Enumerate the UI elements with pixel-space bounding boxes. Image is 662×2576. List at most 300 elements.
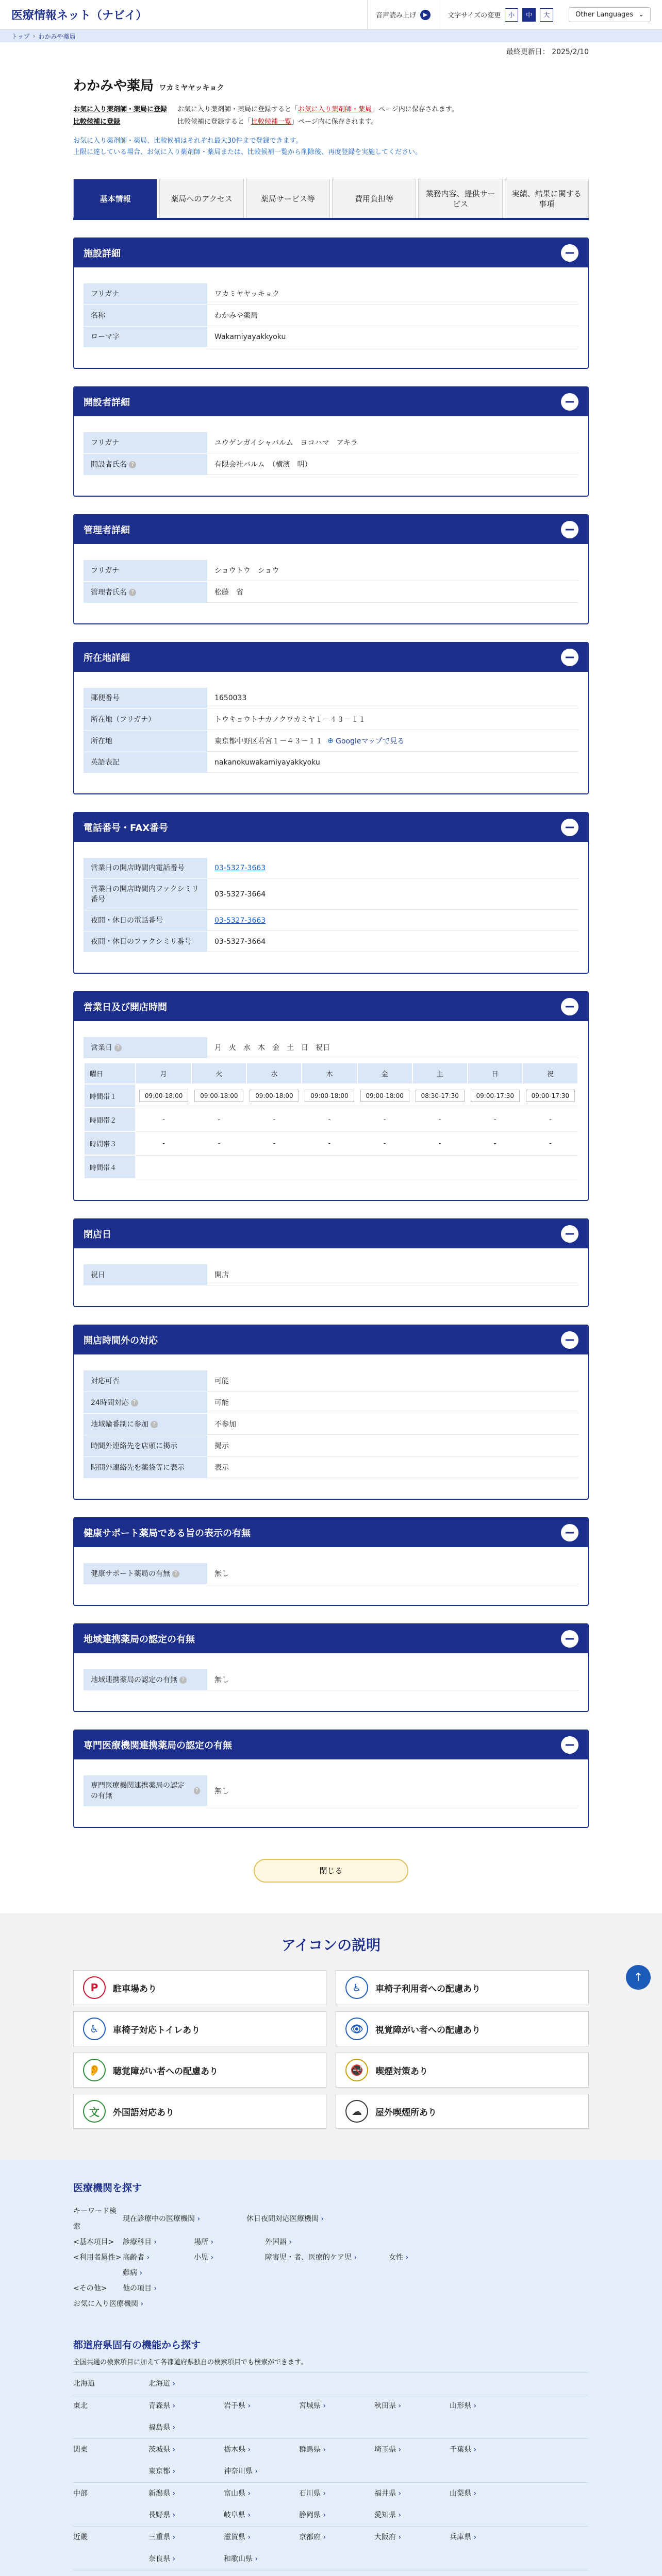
favorite-note-pre: お気に入り薬剤師・薬局に登録すると「 bbox=[177, 106, 299, 113]
prefecture-link[interactable]: 和歌山県 › bbox=[224, 2548, 299, 2570]
prefecture-link[interactable]: 福井県 › bbox=[374, 2483, 450, 2504]
read-aloud-label: 音声読み上げ bbox=[376, 12, 417, 20]
hours-cell bbox=[136, 1131, 191, 1155]
collapse-icon[interactable]: − bbox=[561, 649, 578, 666]
table-row bbox=[84, 326, 578, 347]
pharmacy-kana: ワカミヤヤッキョク bbox=[159, 84, 224, 92]
prefecture-link[interactable]: 山梨県 › bbox=[450, 2483, 525, 2504]
row-label-text: 24時間対応 bbox=[91, 1398, 129, 1407]
hours-value: - bbox=[549, 1139, 552, 1147]
legend-label: 喫煙対策あり bbox=[375, 2066, 428, 2077]
prefecture-link[interactable]: 静岡県 › bbox=[299, 2504, 374, 2526]
hours-cell bbox=[523, 1084, 578, 1108]
row-label: 名称 bbox=[84, 305, 207, 326]
day-col: 水 bbox=[246, 1063, 302, 1084]
address-text: 東京都中野区若宮１－４３－１１ bbox=[214, 737, 323, 745]
prefecture-link[interactable] bbox=[224, 2570, 299, 2576]
search-link[interactable]: 現在診療中の医療機関 › bbox=[123, 2211, 246, 2227]
prefecture-link[interactable]: 群馬県 › bbox=[299, 2439, 374, 2461]
hours-cell bbox=[191, 1084, 246, 1108]
panel-header bbox=[74, 239, 588, 267]
hours-cell bbox=[246, 1131, 302, 1155]
hours-cell bbox=[357, 1155, 412, 1179]
table-row bbox=[84, 560, 578, 581]
prefecture-links bbox=[148, 2395, 589, 2438]
panel-header bbox=[74, 1326, 588, 1354]
row-label: 祝日 bbox=[84, 1264, 207, 1285]
hours-cell bbox=[302, 1155, 357, 1179]
prefecture-link[interactable]: 埼玉県 › bbox=[374, 2439, 450, 2461]
hours-panel bbox=[73, 991, 589, 1201]
prefecture-link[interactable] bbox=[374, 2570, 450, 2576]
prefecture-link[interactable]: 京都府 › bbox=[299, 2527, 374, 2548]
region-row bbox=[73, 2438, 589, 2482]
google-map-link[interactable]: Googleマップで見る bbox=[336, 737, 405, 745]
compare-note-post: 」ページ内に保存されます。 bbox=[291, 118, 378, 126]
region-row bbox=[73, 2570, 589, 2576]
row-value: わかみや薬局 bbox=[207, 305, 578, 326]
collapse-icon[interactable]: − bbox=[561, 1225, 578, 1243]
read-aloud-button[interactable] bbox=[367, 0, 439, 30]
prefecture-link[interactable]: 神奈川県 › bbox=[224, 2461, 299, 2482]
health-support-panel bbox=[73, 1517, 589, 1606]
legend-icon: ☁ bbox=[345, 2100, 368, 2123]
row-value: ワカミヤヤッキョク bbox=[207, 283, 578, 304]
panel-header bbox=[74, 1731, 588, 1759]
search-row-label: キーワード検索 bbox=[73, 2207, 117, 2231]
search-link[interactable]: 障害児・者、医療的ケア児 › bbox=[265, 2250, 389, 2265]
table-row bbox=[84, 1456, 578, 1478]
hours-value: - bbox=[273, 1139, 276, 1147]
search-link[interactable]: 外国語 › bbox=[265, 2234, 336, 2250]
panel-body bbox=[74, 1759, 588, 1827]
hours-value: 09:00-18:00 bbox=[139, 1090, 188, 1102]
search-row-label: <利用者属性> bbox=[73, 2253, 122, 2262]
row-value: ユウゲンガイシャバルム ヨコハマ アキラ bbox=[207, 432, 578, 453]
phone-link[interactable]: 03-5327-3663 bbox=[214, 863, 266, 872]
panel-title: 電話番号・FAX番号 bbox=[84, 823, 169, 834]
hours-value: - bbox=[218, 1139, 221, 1147]
icon-legend-item bbox=[336, 2094, 589, 2129]
panel-body bbox=[74, 1021, 588, 1200]
row-value bbox=[207, 858, 578, 878]
legend-icon: 👁 bbox=[345, 2018, 368, 2040]
panel-body bbox=[74, 267, 588, 368]
hours-cell bbox=[246, 1108, 302, 1131]
legend-label: 視覚障がい者への配慮あり bbox=[375, 2025, 481, 2036]
hours-cell bbox=[136, 1155, 191, 1179]
panel-title: 営業日及び開店時間 bbox=[84, 1002, 167, 1013]
favorite-note-post: 」ページ内に保存されます。 bbox=[372, 106, 458, 113]
phone-panel bbox=[73, 812, 589, 974]
hours-cell bbox=[246, 1084, 302, 1108]
row-label bbox=[84, 454, 207, 475]
after-hours-panel bbox=[73, 1325, 589, 1500]
search-link[interactable]: 高齢者 › bbox=[123, 2250, 194, 2265]
panel-body bbox=[74, 1248, 588, 1306]
region-label: 近畿 bbox=[73, 2533, 88, 2541]
panel-title: 健康サポート薬局である旨の表示の有無 bbox=[84, 1528, 251, 1539]
medical-search-links bbox=[73, 2204, 589, 2296]
prefecture-links bbox=[148, 2570, 589, 2576]
hours-value: 09:00-18:00 bbox=[360, 1090, 409, 1102]
hours-cell bbox=[412, 1155, 468, 1179]
search-row bbox=[73, 2281, 589, 2296]
region-label: 中部 bbox=[73, 2489, 88, 2498]
search-row bbox=[73, 2204, 589, 2234]
hours-body bbox=[84, 1084, 578, 1179]
prefecture-link[interactable]: 大阪府 › bbox=[374, 2527, 450, 2548]
prefecture-link[interactable] bbox=[450, 2570, 525, 2576]
hours-row bbox=[84, 1155, 578, 1179]
favorite-page-link[interactable]: お気に入り薬剤師・薬局 bbox=[298, 106, 372, 113]
icon-legend-item bbox=[336, 1970, 589, 2005]
favorite-medical-link[interactable]: お気に入り医療機関 › bbox=[73, 2296, 197, 2312]
row-value: ショウトウ ショウ bbox=[207, 560, 578, 581]
region-label: 東北 bbox=[73, 2402, 88, 2410]
prefecture-link[interactable]: 岐阜県 › bbox=[224, 2504, 299, 2526]
table-row bbox=[84, 708, 578, 730]
hours-cell bbox=[412, 1084, 468, 1108]
prefecture-links bbox=[148, 2483, 589, 2526]
phone-link[interactable]: 03-5327-3663 bbox=[214, 916, 266, 925]
help-icon[interactable]: ? bbox=[151, 1421, 158, 1428]
icon-legend-section bbox=[0, 1913, 662, 2160]
tab-services[interactable]: 薬局サービス等 bbox=[246, 179, 330, 218]
prefecture-links bbox=[148, 2527, 589, 2570]
hours-value: 09:00-18:00 bbox=[250, 1090, 299, 1102]
panel-body bbox=[74, 544, 588, 623]
panel-title: 専門医療機関連携薬局の認定の有無 bbox=[84, 1740, 232, 1751]
table-row bbox=[84, 304, 578, 326]
hours-cell bbox=[357, 1108, 412, 1131]
prefecture-link[interactable]: 北海道 › bbox=[148, 2373, 224, 2395]
compare-note bbox=[177, 116, 458, 128]
legend-label: 駐車場あり bbox=[113, 1984, 157, 1994]
hours-table bbox=[84, 1062, 578, 1179]
info-tabs bbox=[73, 179, 589, 220]
hours-cell bbox=[523, 1131, 578, 1155]
legend-icon: 👂 bbox=[83, 2059, 106, 2081]
help-icon[interactable]: ? bbox=[194, 1787, 200, 1794]
regional-panel bbox=[73, 1623, 589, 1712]
table-row bbox=[84, 730, 578, 752]
legend-label: 車椅子利用者への配慮あり bbox=[375, 1984, 481, 1994]
hours-cell bbox=[412, 1131, 468, 1155]
row-label bbox=[84, 582, 207, 603]
table-row bbox=[84, 581, 578, 603]
font-size-control bbox=[439, 0, 561, 30]
last-updated: 最終更新日： 2025/2/10 bbox=[506, 48, 589, 56]
row-label bbox=[84, 1563, 207, 1584]
prefecture-link[interactable] bbox=[299, 2570, 374, 2576]
region-row bbox=[73, 2372, 589, 2395]
prefecture-link[interactable]: 栃木県 › bbox=[224, 2439, 299, 2461]
legend-icon: P bbox=[83, 1976, 106, 1999]
collapse-icon[interactable]: − bbox=[561, 244, 578, 262]
prefecture-link[interactable]: 宮城県 › bbox=[299, 2395, 374, 2417]
search-link[interactable]: 休日夜間対応医療機関 › bbox=[246, 2211, 370, 2227]
notice-line-1: お気に入り薬剤師・薬局、比較候補はそれぞれ最大30件まで登録できます。 bbox=[73, 137, 303, 145]
panel-header bbox=[74, 813, 588, 842]
legend-label: 屋外喫煙所あり bbox=[375, 2107, 437, 2118]
language-select[interactable] bbox=[569, 7, 651, 22]
pref-search-title: 都道府県固有の機能から探す bbox=[73, 2340, 201, 2351]
collapse-icon[interactable]: − bbox=[561, 819, 578, 836]
day-col: 木 bbox=[302, 1063, 357, 1084]
prefecture-link[interactable]: 奈良県 › bbox=[148, 2548, 224, 2570]
row-label-text: 健康サポート薬局の有無 bbox=[91, 1569, 170, 1578]
panel-body bbox=[74, 1547, 588, 1605]
tab-operations[interactable]: 業務内容、提供サービス bbox=[418, 179, 502, 218]
hours-row bbox=[84, 1084, 578, 1108]
row-value: 可能 bbox=[207, 1392, 578, 1413]
panel-header bbox=[74, 1518, 588, 1547]
table-row bbox=[84, 1392, 578, 1413]
prefecture-link[interactable]: 千葉県 › bbox=[450, 2439, 525, 2461]
legend-icon: ♿ bbox=[83, 2018, 106, 2040]
hours-value: - bbox=[493, 1139, 496, 1147]
search-link[interactable]: 小児 › bbox=[194, 2250, 265, 2265]
hours-cell bbox=[468, 1108, 523, 1131]
panel-title: 開設者詳細 bbox=[84, 397, 130, 408]
tab-costs[interactable]: 費用負担等 bbox=[332, 179, 416, 218]
prefecture-link[interactable]: 兵庫県 › bbox=[450, 2527, 525, 2548]
prefecture-link[interactable] bbox=[148, 2570, 224, 2576]
search-link[interactable]: 診療科目 › bbox=[123, 2234, 194, 2250]
specialized-panel bbox=[73, 1730, 589, 1828]
hours-value: 08:30-17:30 bbox=[416, 1090, 465, 1102]
panel-body bbox=[74, 842, 588, 973]
hours-value: - bbox=[549, 1115, 552, 1124]
row-label: 英語表記 bbox=[84, 752, 207, 773]
hours-value: - bbox=[328, 1139, 331, 1147]
search-row bbox=[73, 2265, 589, 2281]
collapse-icon[interactable]: − bbox=[561, 998, 578, 1015]
help-icon[interactable]: ? bbox=[131, 1399, 138, 1406]
prefecture-link[interactable]: 山形県 › bbox=[450, 2395, 525, 2417]
panel-header bbox=[74, 1219, 588, 1248]
search-row-label: <基本項目> bbox=[73, 2238, 114, 2246]
row-label-text: 管理者氏名 bbox=[91, 588, 127, 597]
row-label: フリガナ bbox=[84, 560, 207, 581]
time-slot-label: 時間帯１ bbox=[84, 1084, 136, 1108]
top-header bbox=[0, 0, 662, 30]
table-row bbox=[84, 1037, 578, 1058]
help-icon[interactable]: ? bbox=[129, 461, 136, 468]
row-value: 無し bbox=[207, 1775, 578, 1806]
font-size-small-button[interactable]: 小 bbox=[505, 8, 518, 22]
tab-basic-info[interactable]: 基本情報 bbox=[73, 179, 157, 218]
collapse-icon[interactable]: − bbox=[561, 1524, 578, 1541]
address-panel bbox=[73, 642, 589, 794]
panel-title: 閉店日 bbox=[84, 1229, 111, 1240]
row-value: 無し bbox=[207, 1669, 578, 1690]
row-value: 有限会社バルム （横濱 明） bbox=[207, 454, 578, 475]
collapse-icon[interactable]: − bbox=[561, 393, 578, 411]
search-link[interactable]: 難病 › bbox=[123, 2265, 194, 2281]
region-label bbox=[73, 2570, 148, 2576]
table-row bbox=[84, 432, 578, 453]
table-row bbox=[84, 283, 578, 304]
hours-cell bbox=[468, 1084, 523, 1108]
row-label-text: 地域輪番制に参加 bbox=[91, 1420, 148, 1429]
row-label bbox=[84, 1392, 207, 1413]
compare-page-link[interactable]: 比較候補一覧 bbox=[251, 118, 292, 126]
panel-title: 施設詳細 bbox=[84, 248, 121, 259]
hours-cell bbox=[191, 1155, 246, 1179]
favorite-limit-notice bbox=[73, 135, 589, 158]
row-value: 開店 bbox=[207, 1264, 578, 1285]
hours-cell bbox=[302, 1108, 357, 1131]
search-section bbox=[0, 2160, 662, 2576]
breadcrumb-current: わかみや薬局 bbox=[38, 32, 76, 40]
legend-label: 聴覚障がい者への配慮あり bbox=[113, 2066, 218, 2077]
region-label: 北海道 bbox=[73, 2380, 95, 2388]
site-title[interactable]: 医療情報ネット（ナビイ） bbox=[11, 9, 147, 22]
table-row bbox=[84, 1264, 578, 1285]
panel-header bbox=[74, 387, 588, 416]
legend-label: 外国語対応あり bbox=[113, 2107, 174, 2118]
row-label-text: 開設者氏名 bbox=[91, 460, 127, 469]
hours-value: - bbox=[162, 1139, 165, 1147]
panel-header bbox=[74, 1624, 588, 1653]
prefecture-link[interactable]: 東京都 › bbox=[148, 2461, 224, 2482]
help-icon[interactable]: ? bbox=[172, 1570, 179, 1578]
table-row bbox=[84, 1435, 578, 1456]
row-label: ローマ字 bbox=[84, 327, 207, 347]
font-size-label: 文字サイズの変更 bbox=[448, 12, 501, 20]
map-pin-icon: ⊕ bbox=[327, 737, 334, 745]
legend-icon: 文 bbox=[83, 2100, 106, 2123]
prefecture-link[interactable]: 滋賀県 › bbox=[224, 2527, 299, 2548]
search-link[interactable]: 女性 › bbox=[389, 2250, 460, 2265]
panel-header bbox=[74, 515, 588, 544]
row-label: 夜間・休日の電話番号 bbox=[84, 910, 207, 931]
address-kana: トウキョウトナカノクワカミヤ１－４３－１１ bbox=[207, 709, 578, 730]
scroll-to-top-icon[interactable]: ↑ bbox=[626, 1965, 651, 1990]
close-button[interactable]: 閉じる bbox=[254, 1859, 408, 1883]
prefecture-link[interactable]: 石川県 › bbox=[299, 2483, 374, 2504]
pharmacy-name: わかみや薬局 bbox=[73, 78, 154, 94]
row-label: フリガナ bbox=[84, 432, 207, 453]
prefecture-link[interactable]: 新潟県 › bbox=[148, 2483, 224, 2504]
row-label bbox=[84, 1414, 207, 1435]
table-row bbox=[84, 910, 578, 931]
row-value: 松藤 省 bbox=[207, 582, 578, 603]
hours-value: - bbox=[383, 1115, 386, 1124]
collapse-icon[interactable]: − bbox=[561, 1630, 578, 1648]
row-label: 時間外連絡先を店頭に掲示 bbox=[84, 1435, 207, 1456]
address-value bbox=[207, 731, 578, 752]
table-row bbox=[84, 1669, 578, 1690]
tab-access[interactable]: 薬局へのアクセス bbox=[159, 179, 243, 218]
collapse-icon[interactable]: − bbox=[561, 1736, 578, 1754]
prefecture-link[interactable]: 長野県 › bbox=[148, 2504, 224, 2526]
help-icon[interactable]: ? bbox=[129, 589, 136, 596]
speaker-icon: ▶ bbox=[420, 10, 431, 20]
table-row bbox=[84, 752, 578, 773]
panel-body bbox=[74, 416, 588, 496]
day-col: 祝 bbox=[523, 1063, 578, 1084]
legend-label: 車椅子対応トイレあり bbox=[113, 2025, 201, 2036]
add-favorite-link[interactable]: お気に入り薬剤師・薬局に登録 bbox=[73, 106, 168, 113]
hours-value: - bbox=[328, 1115, 331, 1124]
panel-body bbox=[74, 1653, 588, 1711]
prefecture-link[interactable]: 茨城県 › bbox=[148, 2439, 224, 2461]
legend-icon: 🚭 bbox=[345, 2059, 368, 2081]
help-icon[interactable]: ? bbox=[114, 1044, 122, 1052]
font-size-large-button[interactable]: 大 bbox=[540, 8, 553, 22]
table-row bbox=[84, 687, 578, 708]
panel-body bbox=[74, 672, 588, 793]
table-row bbox=[84, 878, 578, 910]
collapse-icon[interactable]: − bbox=[561, 1331, 578, 1349]
collapse-icon[interactable]: − bbox=[561, 521, 578, 538]
prefecture-link[interactable]: 愛知県 › bbox=[374, 2504, 450, 2526]
region-row bbox=[73, 2482, 589, 2526]
panel-title: 管理者詳細 bbox=[84, 525, 130, 536]
prefecture-link[interactable]: 岩手県 › bbox=[224, 2395, 299, 2417]
prefecture-link[interactable]: 福島県 › bbox=[148, 2417, 224, 2438]
hours-cell bbox=[412, 1108, 468, 1131]
row-label-text: 地域連携薬局の認定の有無 bbox=[91, 1675, 177, 1684]
pref-search-desc: 全国共通の検索項目に加えて各都道府県独自の検索項目でも検索ができます。 bbox=[73, 2359, 307, 2366]
icon-legend-item bbox=[73, 2011, 326, 2046]
hours-cell bbox=[302, 1131, 357, 1155]
breadcrumb-separator: › bbox=[32, 32, 36, 40]
hours-cell bbox=[246, 1155, 302, 1179]
prefecture-list bbox=[73, 2372, 589, 2576]
hours-value: - bbox=[218, 1115, 221, 1124]
prefecture-link[interactable]: 青森県 › bbox=[148, 2395, 224, 2417]
font-size-medium-button[interactable]: 中 bbox=[522, 8, 536, 22]
region-row bbox=[73, 2395, 589, 2438]
row-label-text: 専門医療機関連携薬局の認定の有無 bbox=[91, 1782, 185, 1800]
add-compare-link[interactable]: 比較候補に登録 bbox=[73, 118, 121, 126]
prefecture-link[interactable]: 秋田県 › bbox=[374, 2395, 450, 2417]
hours-value: 09:00-17:30 bbox=[526, 1090, 575, 1102]
row-label-text: 営業日 bbox=[91, 1043, 112, 1052]
tab-results[interactable]: 実績、結果に関する事項 bbox=[505, 179, 589, 218]
hours-row bbox=[84, 1108, 578, 1131]
hours-cell bbox=[468, 1155, 523, 1179]
hours-value: 09:00-18:00 bbox=[305, 1090, 354, 1102]
icon-legend-item bbox=[73, 1970, 326, 2005]
panel-header bbox=[74, 992, 588, 1021]
prefecture-links bbox=[148, 2439, 589, 2482]
medical-fav-row bbox=[73, 2296, 589, 2312]
hours-value: - bbox=[273, 1115, 276, 1124]
breadcrumb-home-link[interactable]: トップ bbox=[11, 32, 30, 40]
row-label: 時間外連絡先を薬袋等に表示 bbox=[84, 1457, 207, 1478]
search-row bbox=[73, 2234, 589, 2250]
panel-title: 地域連携薬局の認定の有無 bbox=[84, 1634, 195, 1645]
table-row bbox=[84, 857, 578, 878]
row-label: 営業日の開店時間内ファクシミリ番号 bbox=[84, 879, 207, 910]
compare-note-pre: 比較候補に登録すると「 bbox=[177, 118, 252, 126]
help-icon[interactable]: ? bbox=[179, 1676, 187, 1684]
hours-cell bbox=[523, 1155, 578, 1179]
day-header: 曜日 bbox=[84, 1063, 136, 1084]
search-link[interactable]: 場所 › bbox=[194, 2234, 265, 2250]
search-link[interactable]: 他の項目 › bbox=[123, 2281, 194, 2296]
prefecture-link[interactable]: 三重県 › bbox=[148, 2527, 224, 2548]
table-row bbox=[84, 931, 578, 952]
postal-code: 1650033 bbox=[207, 688, 578, 708]
prefecture-link[interactable]: 富山県 › bbox=[224, 2483, 299, 2504]
icon-legend-item bbox=[73, 2094, 326, 2129]
